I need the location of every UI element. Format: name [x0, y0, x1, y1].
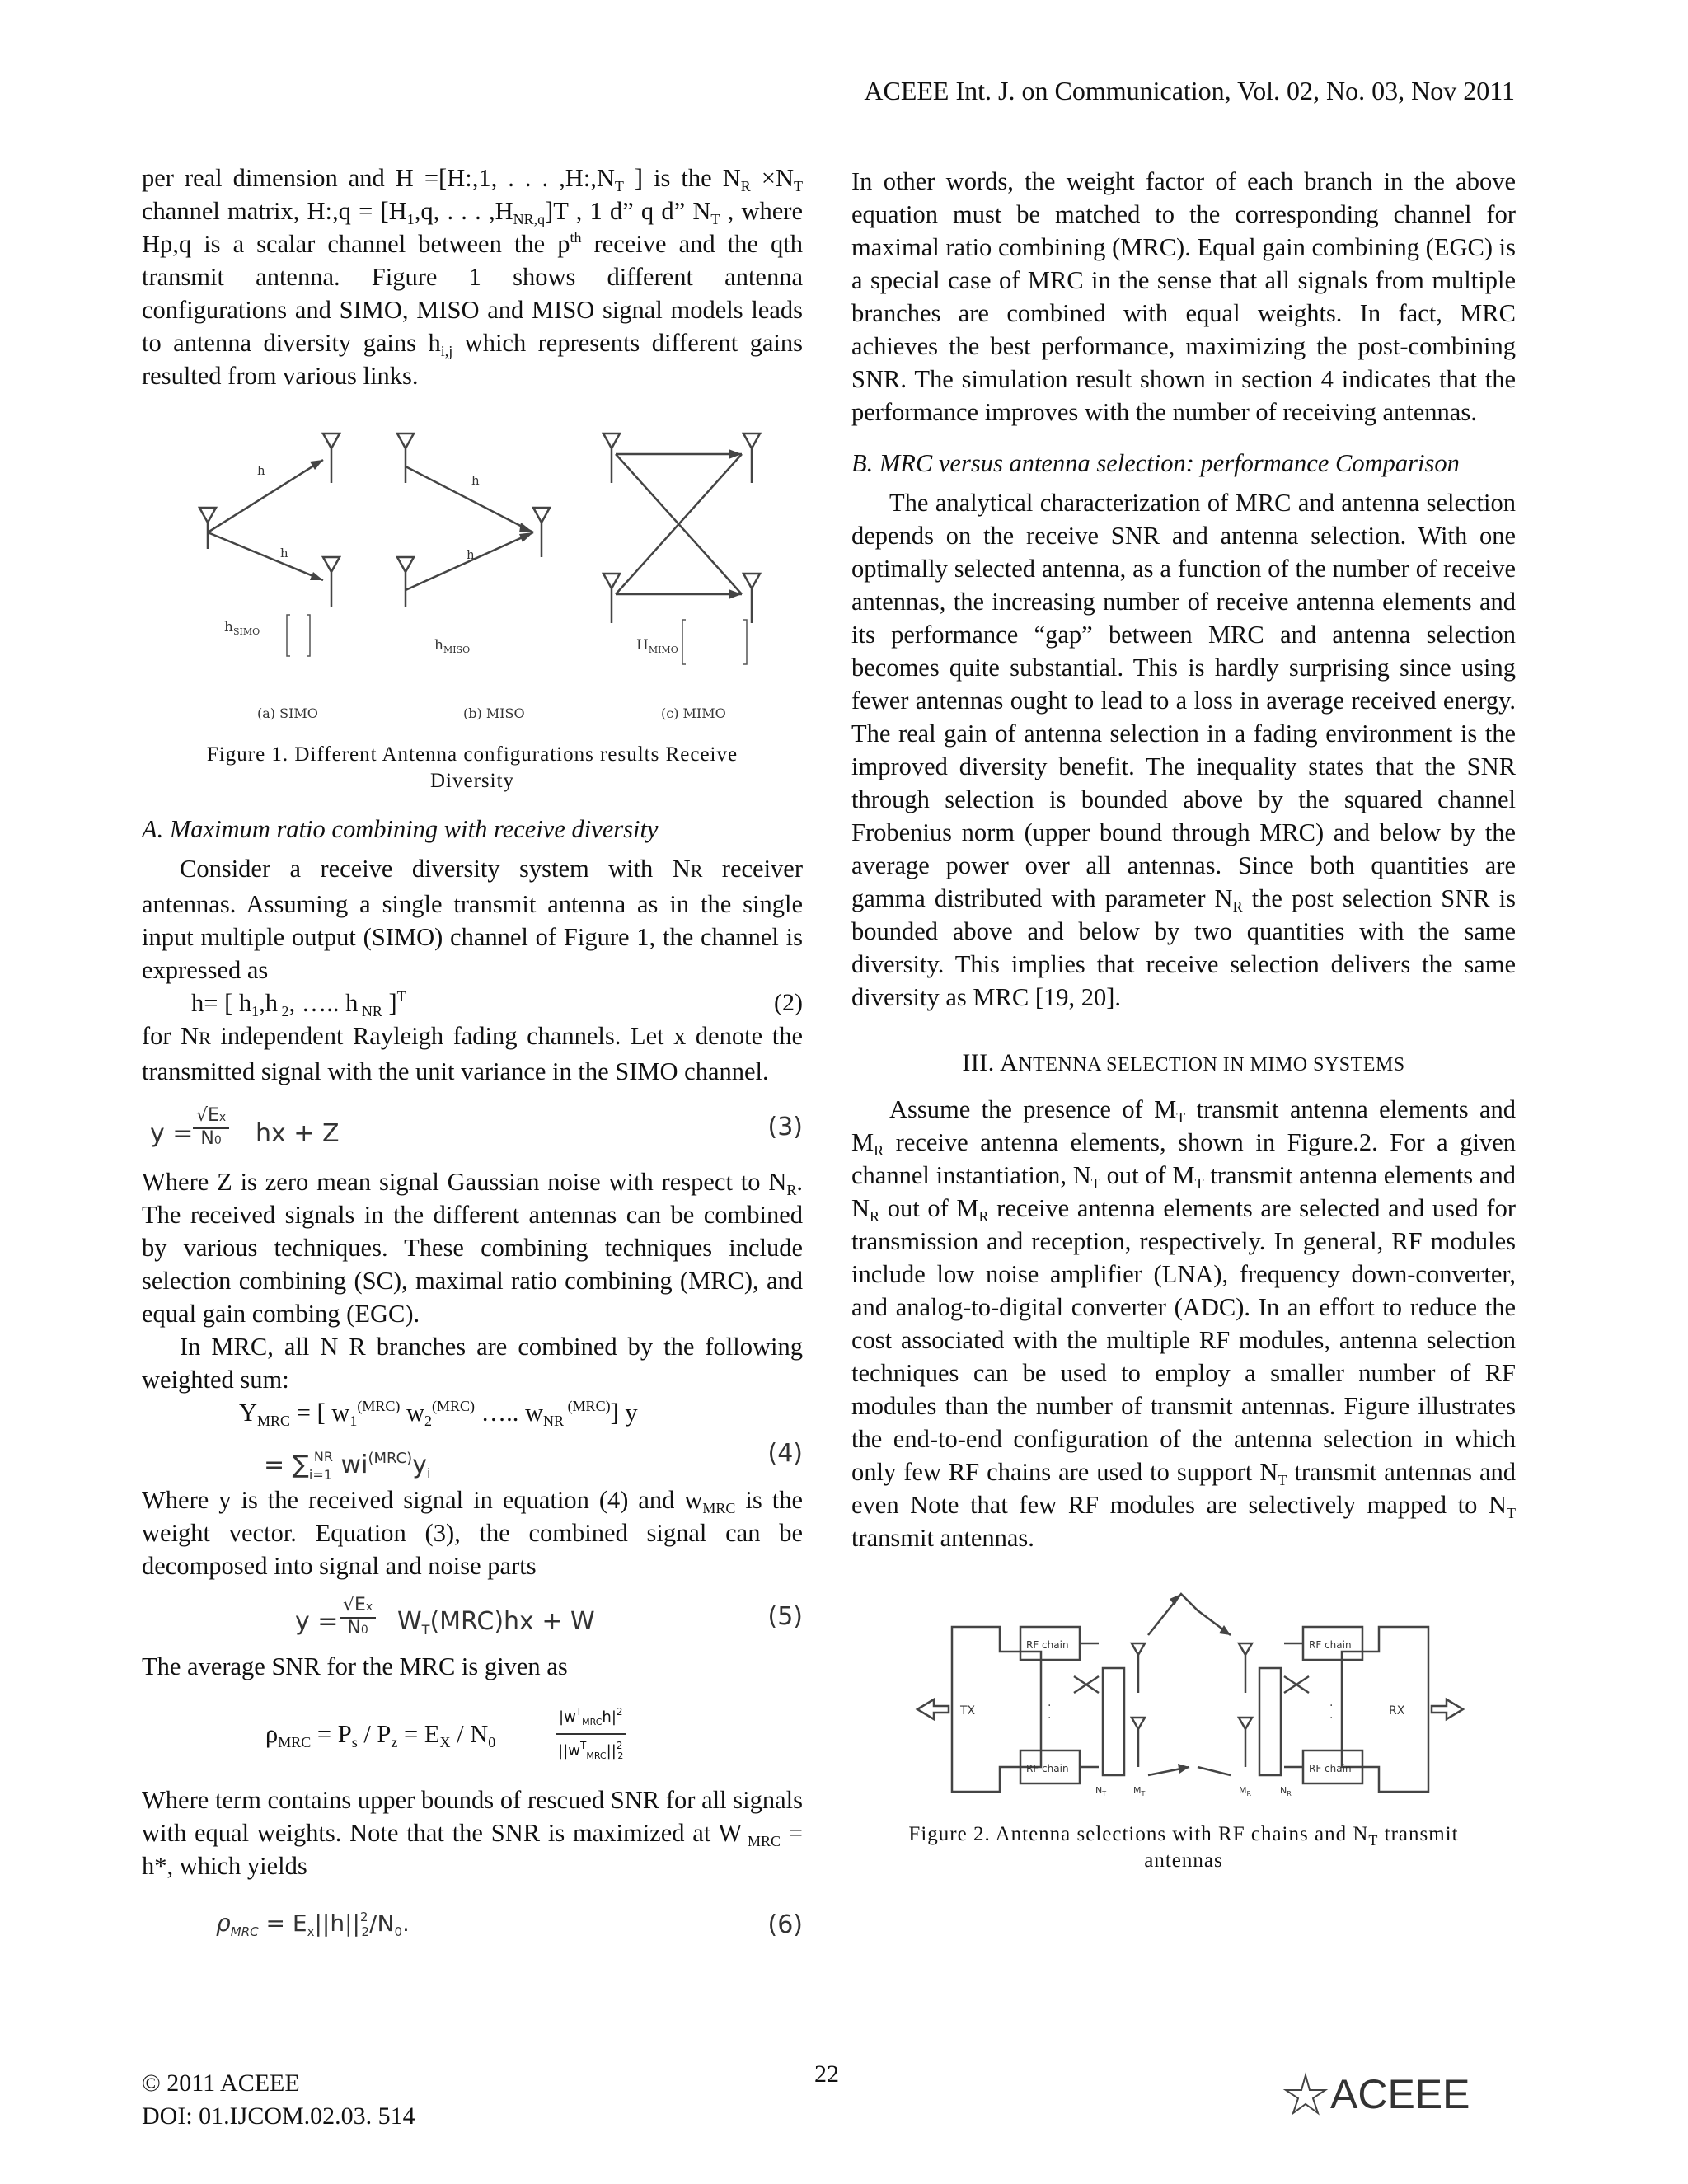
equation-3: y = $\frac{√Ex}{N0}$ hx + Z (3)	[150, 1105, 803, 1149]
svg-text:·: ·	[1329, 1712, 1334, 1725]
eq-mimo: $H_{MIMO}$	[636, 637, 678, 655]
tx-label: TX	[960, 1704, 976, 1718]
equation-4-number: (4)	[767, 1439, 803, 1468]
paragraph-upper-bounds: Where term contains upper bounds of rescued SNR for all signals with equal weights. Note that the SNR is maximized at W $_{MRC}$ = h*, which yields	[142, 1786, 803, 1880]
paragraph-rayleigh: for NR independent Rayleigh fading channels. Let x denote the transmitted signal with the unit variance in the SIMO channel.	[142, 1022, 803, 1085]
equation-2-number: (2)	[774, 989, 803, 1016]
section-a-heading: A. Maximum ratio combining with receive diversity	[142, 815, 659, 843]
paragraph-mrc: In MRC, all N R branches are combined by the following weighted sum:	[142, 1333, 803, 1394]
eq-miso: $h_{MISO}$	[434, 637, 471, 655]
equation-3-number: (3)	[767, 1113, 803, 1141]
figure-1	[142, 417, 803, 794]
subcaption-simo: (a) SIMO	[257, 705, 318, 721]
intro-paragraph: per real dimension and H =[H:,1, . . . $,H:,N_T$ ] is the $N_R \times N_T$ channel matrix, H:,q = [$H_1,q$, . . . $,H_{NR,q}]T$ , 1 d” q d” $N_T$ , where Hp,q is a scalar channel between the $p^{th}$ receive and the qth transmit antenna. Figure 1 shows different antenna configurations and SIMO, MISO and MISO signal models leads to antenna diversity gains $h_{i,j}$ which represents different gains resulted from various links.	[142, 164, 803, 390]
equation-6-number: (6)	[767, 1910, 803, 1939]
paragraph-analytical: The analytical characterization of MRC and antenna selection depends on the receive SNR and antenna selection. With one optimally selected antenna, as a function of the number of receive antennas, the increasing number of receive antenna elements and its performance “gap” between MRC and antenna selection becomes quite substantial. This is hardly surprising since using fewer antennas ought to lead to a loss in average received energy. The real gain of antenna selection in a fading environment is the improved diversity benefit. The inequality states that the SNR through selection is bounded above by the squared channel Frobenius norm (upper bound through MRC) and below by the average power over all antennas. Since both quantities are gamma distributed with parameter $N_R$ the post selection SNR is bounded above and below by two quantities with the same diversity. This implies that receive selection delivers the same diversity as MRC [19, 20].	[851, 489, 1516, 1011]
paragraph-gaussian-noise: Where Z is zero mean signal Gaussian noise with respect to $N_R$. The received signals in the different antennas can be combined by various techniques. These combining techniques include selection combining (SC), maximal ratio combining (MRC), and equal gain combing (EGC).	[142, 1168, 803, 1328]
figure-2-diagram	[851, 1577, 1516, 1800]
snr-fraction: $|w^T_{MRC}h|^2$ $||w^T_{MRC}||^2_2$	[556, 1701, 626, 1767]
label-miso-h1: h	[471, 473, 480, 488]
equation-5-number: (5)	[767, 1602, 803, 1631]
eq-simo: $h_{SIMO}$	[224, 619, 260, 637]
doi: DOI: 01.IJCOM.02.03. 514	[142, 2102, 415, 2130]
rf-chain-tx-1: RF chain	[1026, 1639, 1069, 1651]
equation-5: y = $\frac{√Ex}{N0}$ $W_T(MRC)hx + W$ (5)	[295, 1595, 803, 1638]
rf-chain-tx-2: RF chain	[1026, 1763, 1069, 1774]
equation-2: h= [ $h_1,h$ $_2$, ….. h $_{NR}$ ]$^T$ (2)	[191, 988, 803, 1019]
paragraph-weight-factor: In other words, the weight factor of each branch in the above equation must be matched to the corresponding channel for maximal ratio combining (MRC). Equal gain combining (EGC) is a special case of MRC in the sense that all signals from multiple branches are combined with equal weights. In fact, MRC achieves the best performance, maximizing the post-combining SNR. The simulation result shown in section 4 indicates that the performance improves with the number of receiving antennas.	[851, 167, 1516, 426]
equation-snr: $\rho_{MRC} = P_s / P_z = E_X / N_0$ $|w^T_{MRC}h|^2$ $||w^T_{MRC}||^2_2$	[142, 1693, 803, 1779]
page-number: 22	[814, 2060, 839, 2088]
svg-text:·: ·	[1329, 1699, 1334, 1713]
rx-label: RX	[1389, 1704, 1405, 1718]
label-h2: h	[280, 546, 288, 560]
paragraph-average-snr: The average SNR for the MRC is given as	[142, 1652, 568, 1680]
label-nt: $N_T$	[1095, 1785, 1107, 1797]
equation-4b: = $\sum_{i=1}^{NR}$ $wi^{(MRC)}y_i$ (4)	[264, 1439, 803, 1483]
label-mt: $M_T$	[1133, 1785, 1146, 1797]
figure-2-caption: Figure 2. Antenna selections with RF chains and $N_T$ transmit antennas	[908, 1823, 1459, 1872]
rf-chain-rx-1: RF chain	[1309, 1639, 1352, 1651]
subcaption-miso: (b) MISO	[463, 705, 525, 721]
label-mr: $M_R$	[1239, 1785, 1252, 1797]
paragraph-weight-vector: Where y is the received signal in equation (4) and $w_{MRC}$ is the weight vector. Equation (3), the combined signal can be decomposed into signal and noise parts	[142, 1486, 803, 1580]
left-column	[142, 162, 803, 1940]
svg-text:·: ·	[1048, 1712, 1052, 1725]
logo-text: ACEEE	[1330, 2071, 1470, 2117]
journal-header: ACEEE Int. J. on Communication, Vol. 02, No. 03, Nov 2011	[864, 76, 1515, 105]
figure-1-caption: Figure 1. Different Antenna configurations results Receive Diversity	[206, 743, 738, 792]
section-b-heading: B. MRC versus antenna selection: performance Comparison	[851, 449, 1460, 477]
subcaption-mimo: (c) MIMO	[661, 705, 726, 721]
right-column	[851, 165, 1516, 1891]
star-icon	[1286, 2075, 1325, 2113]
footer-left	[142, 2067, 415, 2133]
rf-chain-rx-2: RF chain	[1309, 1763, 1352, 1774]
paragraph-assume-presence: Assume the presence of $M_T$ transmit antenna elements and $M_R$ receive antenna elements, shown in Figure.2. For a given channel instantiation, $N_T$ out of $M_T$ transmit antenna elements and $N_R$ out of $M_R$ receive antenna elements are selected and used for transmission and reception, respectively. In general, RF modules include low noise amplifier (LNA), frequency down-converter, and analog-to-digital converter (ADC). In an effort to reduce the cost associated with the multiple RF modules, antenna selection techniques can be used to employ a smaller number of RF modules than the number of transmit antennas. Figure illustrates the end-to-end configuration of the antenna selection in which only few RF chains are used to support $N_T$ transmit antennas and even Note that few RF modules are selectively mapped to $N_T$ transmit antennas.	[851, 1095, 1517, 1552]
label-nr: $N_R$	[1280, 1785, 1292, 1797]
equation-4a: $Y_{MRC}$ = [ $w_1^{(MRC)}$ $w_2^{(MRC)}$ ….. $w_{NR}$ $^{(MRC)}$] y	[239, 1398, 638, 1429]
aceee-logo	[1282, 2069, 1517, 2118]
svg-text:·: ·	[1048, 1699, 1052, 1713]
copyright: © 2011 ACEEE	[142, 2069, 300, 2097]
equation-6: $\rho_{MRC} = E_x||h||^2_2/N_0$. (6)	[142, 1891, 803, 1940]
figure-2	[851, 1577, 1516, 1874]
paragraph-receive-diversity: Consider a receive diversity system with NR receiver antennas. Assuming a single transmit antenna as in the single input multiple output (SIMO) channel of Figure 1, the channel is expressed as	[142, 855, 803, 984]
label-h1: h	[257, 463, 265, 478]
figure-1-diagram	[142, 417, 803, 730]
label-miso-h2: h	[467, 547, 475, 562]
section-3-heading: III. ANTENNA SELECTION IN MIMO SYSTEMS	[962, 1049, 1405, 1076]
